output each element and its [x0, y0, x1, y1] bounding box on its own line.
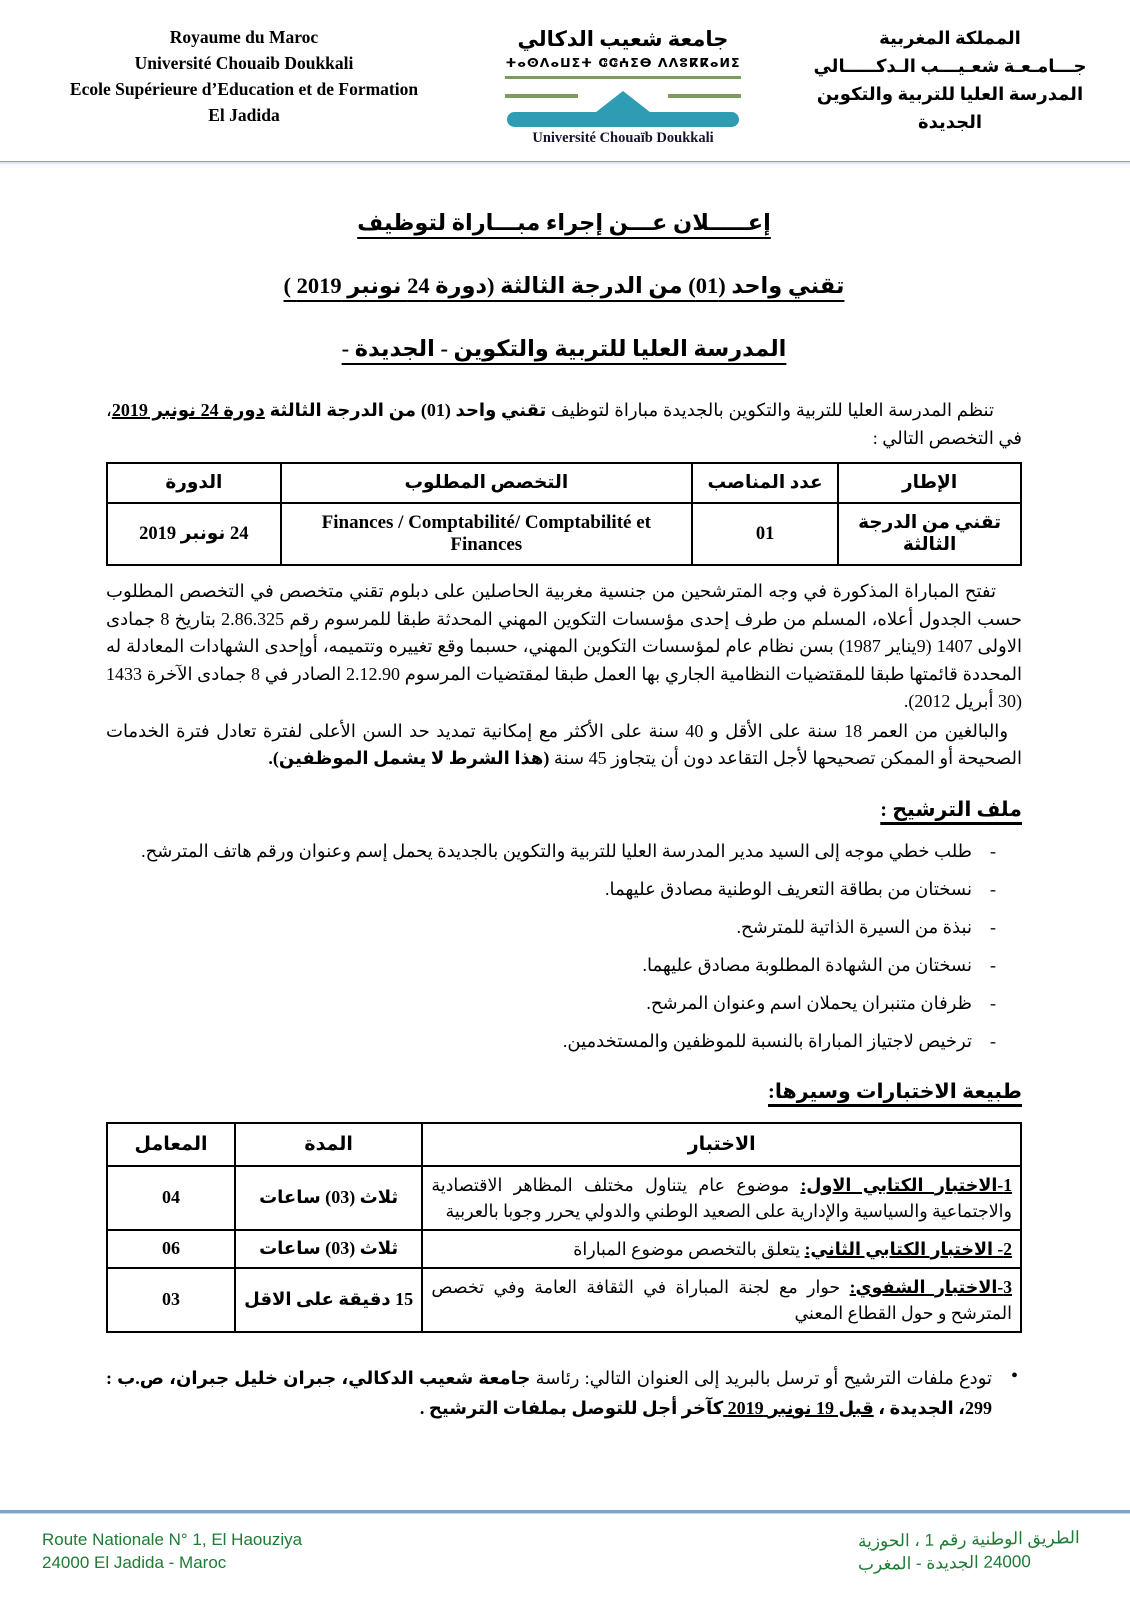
header-french-line: Ecole Supérieure d’Education et de Formation — [69, 79, 419, 99]
header-arabic-block — [776, 24, 1116, 136]
title-line-1: إعـــــلان عـــن إجراء مبـــاراة لتوظيف — [357, 210, 771, 235]
submission-text: تودع ملفات الترشيح أو ترسل بالبريد إلى العنوان التالي: رئاسة — [530, 1367, 993, 1388]
university-logo — [505, 24, 740, 147]
list-item: - طلب خطي موجه إلى السيد مدير المدرسة العليا للتربية والتكوين بالجديدة يحمل إسم وعنوان ورقم هاتف المترشح. — [106, 838, 996, 865]
exam-description — [422, 1230, 1021, 1268]
footer-arabic-line: الطريق الوطنية رقم 1 ، الحوزية — [858, 1528, 1080, 1551]
document-footer — [0, 1510, 1130, 1600]
header-arabic-line: جـــامـعـة شعـيـــب الـدكـــــالي — [813, 56, 1087, 76]
logo-arabic-name: جامعة شعيب الدكالي — [517, 27, 729, 51]
exam-coefficient: 04 — [107, 1166, 235, 1230]
document-header — [0, 0, 1130, 153]
exam-duration: 15 دقيقة على الاقل — [235, 1268, 422, 1332]
application-file-list — [106, 838, 1022, 1055]
header-french-line: Royaume du Maroc — [169, 27, 319, 47]
table-row — [107, 1230, 1021, 1268]
vacancy-table-header-row — [107, 463, 1021, 503]
exams-table-header-row — [107, 1123, 1021, 1166]
title-line-2: تقني واحد (01) من الدرجة الثالثة (دورة 24 نونبر 2019 ) — [283, 273, 845, 298]
exams-table — [106, 1122, 1022, 1333]
age-condition-paragraph — [106, 718, 1022, 773]
intro-paragraph — [106, 397, 1022, 452]
exam-description — [422, 1166, 1021, 1230]
list-item: - نسختان من الشهادة المطلوبة مصادق عليهما. — [106, 952, 996, 979]
header-french-line: Université Chouaib Doukkali — [134, 53, 354, 73]
exam-coefficient: 06 — [107, 1230, 235, 1268]
intro-session-date: دورة 24 نونبر 2019 — [111, 400, 265, 420]
exam-desc-text: حوار مع لجنة المباراة في الثقافة العامة وفي تخصص المترشح و حول القطاع المعني — [431, 1276, 1012, 1323]
application-file-heading: ملف الترشيح : — [880, 798, 1022, 821]
table-row — [107, 1166, 1021, 1230]
vacancy-col-frame: الإطار — [838, 463, 1021, 503]
header-french-line: El Jadida — [208, 105, 280, 125]
header-arabic-line: المدرسة العليا للتربية والتكوين — [816, 84, 1084, 104]
title-line-3: المدرسة العليا للتربية والتكوين - الجديدة - — [341, 336, 787, 361]
intro-text-end: ، في التخصص التالي : — [106, 400, 1022, 448]
exams-col-exam: الاختبار — [422, 1123, 1021, 1166]
vacancy-table — [106, 462, 1022, 566]
vacancy-col-positions: عدد المناصب — [692, 463, 838, 503]
exam-label: 3-الاختبار الشفوي: — [849, 1276, 1012, 1297]
logo-tifinagh-name: ⵜⴰⵙⴷⴰⵡⵉⵜ ⵛⵛⵄⵉⴱ ⴷⴷⵓⴽⴽⴰⵍⵉ — [505, 52, 740, 79]
footer-arabic-line: 24000 الجديدة - المغرب — [858, 1551, 1032, 1574]
intro-text: تنظم المدرسة العليا للتربية والتكوين بالجديدة مباراة لتوظيف — [546, 400, 994, 420]
submission-text-end: كآخر أجل للتوصل بملفات الترشيح . — [419, 1397, 724, 1418]
age-condition-text: والبالغين من العمر 18 سنة على الأقل و 40 سنة على الأكثر مع إمكانية تمديد حد السن الأعلى لفترة تعادل فترة الخدمات الصحيحة أو الممكن تصحيحها لأجل التقاعد دون أن يتجاوز 45 سنة — [106, 720, 1022, 768]
vacancy-table-row — [107, 503, 1021, 565]
age-condition-bold-note: (هذا الشرط لا يشمل الموظفين). — [268, 748, 550, 768]
announcement-title-block — [106, 208, 1022, 364]
footer-french-line: 24000 El Jadida - Maroc — [42, 1553, 227, 1572]
footer-french-line: Route Nationale N° 1, El Haouziya — [42, 1530, 303, 1549]
intro-bold-text: تقني واحد (01) من الدرجة الثالثة — [264, 400, 547, 420]
header-arabic-line: المملكة المغربية — [879, 28, 1021, 48]
vacancy-col-specialty: التخصص المطلوب — [281, 463, 692, 503]
footer-address-french — [42, 1528, 302, 1574]
exam-label: 1-الاختبار الكتابي الاول: — [800, 1174, 1012, 1195]
exams-col-coefficient: المعامل — [107, 1123, 235, 1166]
vacancy-positions: 01 — [692, 503, 838, 565]
exam-duration: ثلاث (03) ساعات — [235, 1230, 422, 1268]
eligibility-paragraph: تفتح المباراة المذكورة في وجه المترشحين من جنسية مغربية الحاصلين على دبلوم تقني متخصص في التخصص المطلوب حسب الجدول أعلاه، المسلم من طرف إحدى مؤسسات التكوين المهني المحدثة طبقا للمرسوم رقم 2.86.325 بتاريخ 8 جمادى الاولى 1407 (9يناير 1987) بسن نظام عام لمؤسسات التكوين المهني، حسبما وقع تغييره وتتميمه، أوإحدى الشهادات المعادلة له المحددة قائمتها طبقا للمقتضيات النظامية الجاري بها العمل طبقا لمقتضيات المرسوم 2.12.90 الصادر في 8 جمادى الآخرة 1433 (30 أبريل 2012). — [106, 581, 1023, 711]
submission-paragraph — [106, 1363, 1022, 1423]
vacancy-col-session: الدورة — [107, 463, 281, 503]
list-item: - نبذة من السيرة الذاتية للمترشح. — [106, 914, 996, 941]
vacancy-session: 24 نونبر 2019 — [107, 503, 281, 565]
header-arabic-line: الجديدة — [917, 112, 983, 132]
list-item: - ترخيص لاجتياز المباراة بالنسبة للموظفين والمستخدمين. — [106, 1028, 996, 1055]
table-row — [107, 1268, 1021, 1332]
logo-graphic — [505, 81, 740, 127]
vacancy-specialty: Finances / Comptabilité/ Comptabilité et Finances — [281, 503, 692, 565]
exam-desc-text: يتعلق بالتخصص موضوع المباراة — [573, 1238, 805, 1259]
submission-address: جامعة شعيب الدكالي، جبران خليل جبران، ص.ب : 299، الجديدة ، — [106, 1367, 992, 1418]
footer-address-arabic — [858, 1526, 1080, 1576]
exam-coefficient: 03 — [107, 1268, 235, 1332]
logo-green-line-icon — [668, 94, 741, 98]
logo-green-line-icon — [505, 94, 578, 98]
logo-latin-name: Université Chouaïb Doukkali — [532, 130, 714, 146]
exam-description — [422, 1268, 1021, 1332]
exams-col-duration: المدة — [235, 1123, 422, 1166]
exam-label: 2- الاختبار الكتابي الثاني: — [804, 1238, 1012, 1259]
exam-duration: ثلاث (03) ساعات — [235, 1166, 422, 1230]
list-item: - نسختان من بطاقة التعريف الوطنية مصادق عليهما. — [106, 876, 996, 903]
exam-desc-text: موضوع عام يتناول مختلف المظاهر الاقتصادية والاجتماعية والسياسية والإدارية على الصعيد الوطني والدولي يحرر وجوبا بالعربية — [431, 1174, 1012, 1221]
header-french-block — [18, 24, 470, 128]
vacancy-frame: تقني من الدرجة الثالثة — [838, 503, 1021, 565]
exams-heading: طبيعة الاختبارات وسيرها: — [768, 1080, 1022, 1103]
logo-bar-icon — [507, 112, 738, 127]
submission-deadline-date: قبل 19 نونبر 2019 — [723, 1397, 874, 1418]
list-item: - ظرفان متنبران يحملان اسم وعنوان المرشح. — [106, 990, 996, 1017]
document-body — [0, 164, 1130, 1423]
